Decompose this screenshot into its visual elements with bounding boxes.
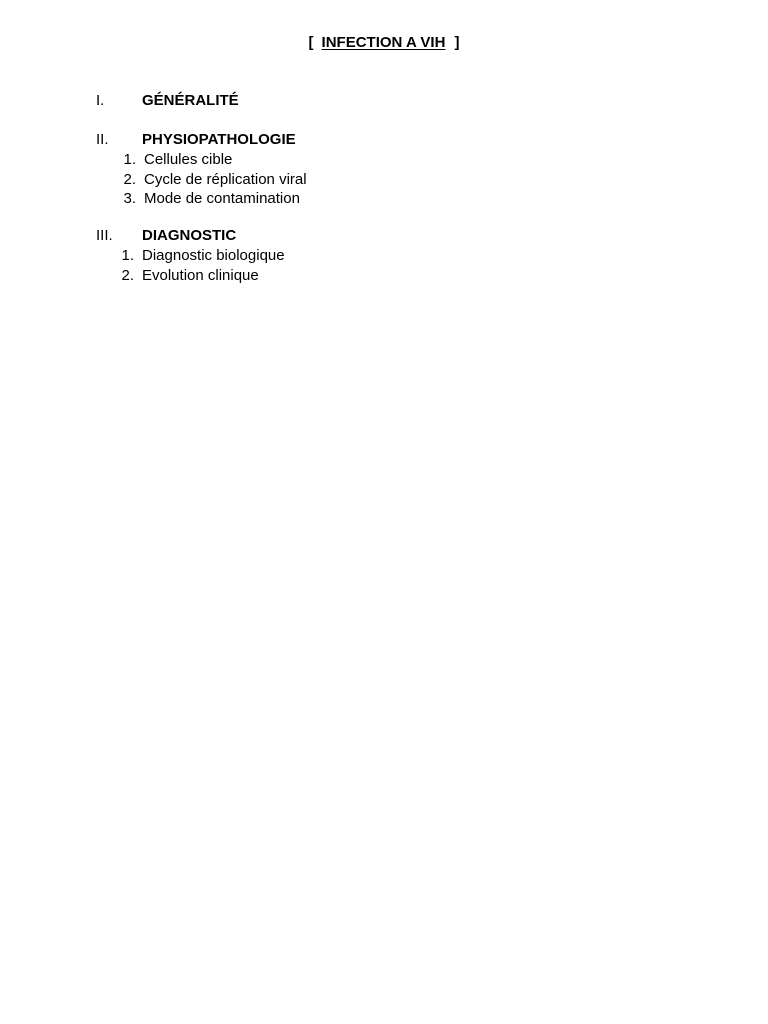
item-label: Evolution clinique [142, 266, 259, 284]
list-item [96, 150, 696, 170]
subsection-list [96, 150, 696, 209]
section-heading [96, 130, 696, 150]
document-title [0, 33, 768, 53]
item-label: Cycle de réplication viral [144, 170, 307, 188]
section-generalite [96, 91, 696, 111]
section-number: III. [96, 227, 113, 244]
section-heading [96, 91, 696, 111]
title-text: INFECTION A VIH [321, 34, 446, 51]
item-number: 1. [121, 247, 134, 264]
list-item [96, 189, 696, 209]
title-open-bracket: [ [308, 34, 314, 51]
list-item [96, 246, 696, 266]
item-number: 2. [123, 170, 136, 188]
section-heading [96, 226, 696, 246]
section-title: GÉNÉRALITÉ [142, 92, 239, 109]
section-number: II. [96, 131, 109, 148]
item-number: 2. [121, 266, 134, 284]
section-number: I. [96, 92, 105, 109]
list-item [96, 170, 696, 190]
item-label: Mode de contamination [144, 190, 300, 207]
item-label: Cellules cible [144, 151, 233, 168]
item-number: 3. [123, 190, 136, 207]
section-title: PHYSIOPATHOLOGIE [142, 131, 296, 148]
subsection-list [96, 246, 696, 285]
item-label: Diagnostic biologique [142, 247, 285, 264]
section-diagnostic [96, 226, 696, 285]
title-close-bracket: ] [454, 34, 460, 51]
list-item [96, 266, 696, 286]
item-number: 1. [123, 151, 136, 168]
section-physiopathologie [96, 130, 696, 209]
section-title: DIAGNOSTIC [142, 227, 237, 244]
